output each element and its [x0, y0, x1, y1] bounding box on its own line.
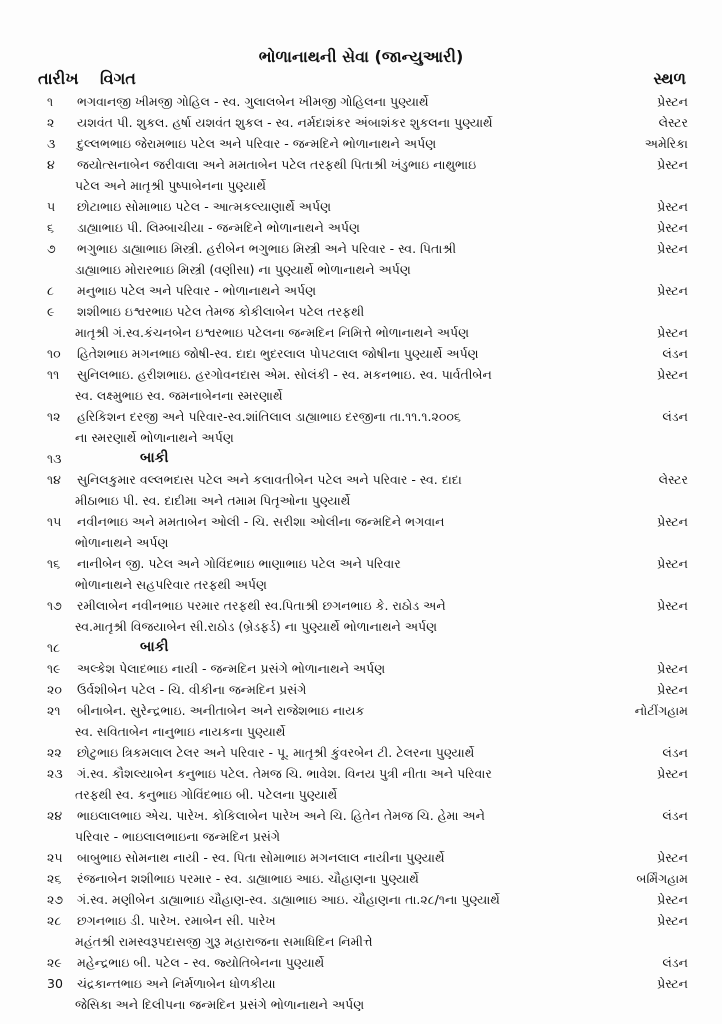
entry-description-continued: માતૃશ્રી ગં.સ્વ.કંચનબેન ઇશ્વરભાઇ પટેલના જન્મદિન નિમિત્તે ભોળાનાથને અર્પણ	[75, 325, 470, 340]
entry-line	[0, 910, 722, 931]
list-item	[0, 301, 722, 343]
entry-description-continued: મીઠાભાઇ પી. સ્વ. દાદીમા અને તમામ પિતૃઓના પુણ્યાર્થે	[75, 493, 351, 508]
list-item	[0, 847, 722, 868]
list-item	[0, 742, 722, 763]
entry-place: પ્રેસ્ટન	[657, 220, 688, 235]
entry-line	[0, 154, 722, 175]
entry-line	[0, 427, 722, 448]
entry-line	[0, 406, 722, 427]
entry-line	[0, 763, 722, 784]
entry-date-number: ૩	[47, 136, 56, 151]
entry-description: છોટુભાઇ ત્રિકમલાલ ટેલર અને પરિવાર - પૂ. માતૃશ્રી કુંવરબેન ટી. ટેલરના પુણ્યાર્થે	[77, 745, 475, 760]
entry-place: પ્રેસ્ટન	[657, 850, 688, 865]
entry-place: પ્રેસ્ટન	[657, 892, 688, 907]
entry-place: અમેરિકા	[644, 136, 688, 151]
entry-description-continued: પટેલ અને માતૃશ્રી પુષ્પાબેનના પુણ્યાર્થે	[75, 178, 266, 193]
entry-description: મનુભાઇ પટેલ અને પરિવાર - ભોળાનાથને અર્પણ	[77, 283, 317, 298]
list-item	[0, 679, 722, 700]
entry-line	[0, 973, 722, 994]
entry-place: લેસ્ટર	[658, 472, 688, 487]
entry-date-number: ૨૧	[47, 703, 61, 718]
entry-line	[0, 322, 722, 343]
entry-place: પ્રેસ્ટન	[657, 976, 688, 991]
entry-description-continued: ભોળાનાથને અર્પણ	[75, 535, 169, 550]
entry-description: ભગુભાઇ ડાહ્યાભાઇ મિસ્ત્રી. હરીબેન ભગુભાઇ મિસ્ત્રી અને પરિવાર - સ્વ. પિતાશ્રી	[77, 241, 457, 256]
list-item	[0, 910, 722, 952]
list-item	[0, 280, 722, 301]
entry-description: બીનાબેન. સુરેન્દ્રભાઇ. અનીતાબેન અને રાજેશભાઇ નાયક	[77, 703, 365, 718]
entry-date-number: ૨૯	[47, 955, 62, 970]
entry-place: પ્રેસ્ટન	[657, 241, 688, 256]
list-item	[0, 343, 722, 364]
entry-line	[0, 889, 722, 910]
page-title: ભોળાનાથની સેવા (જાન્યુઆરી)	[258, 47, 464, 66]
entry-description: શશીભાઇ ઇશ્વરભાઇ પટેલ તેમજ કોકીલાબેન પટેલ તરફથી	[77, 304, 365, 319]
entry-line	[0, 742, 722, 763]
entry-date-number: ૧૧	[47, 367, 60, 382]
entry-line	[0, 448, 722, 469]
list-item	[0, 658, 722, 679]
entry-description: ચંદ્રકાન્તભાઇ અને નિર્મળાબેન ધોળકીયા	[77, 976, 276, 991]
entry-line	[0, 343, 722, 364]
entry-date-number: 30	[47, 976, 63, 991]
list-item-pending	[0, 637, 722, 658]
entry-description-continued: પરિવાર - ભાઇલાલભાઇના જન્મદિન પ્રસંગે	[75, 829, 281, 844]
entry-line	[0, 490, 722, 511]
entry-date-number: ૧૫	[47, 514, 62, 529]
seva-list	[0, 91, 722, 1015]
entry-place: પ્રેસ્ટન	[657, 661, 688, 676]
entry-description: છગનભાઇ ડી. પારેખ. રમાબેન સી. પારેખ	[77, 913, 276, 928]
list-item	[0, 805, 722, 847]
entry-date-number: ૨૩	[47, 766, 63, 781]
entry-line	[0, 469, 722, 490]
entry-line	[0, 511, 722, 532]
entry-date-number: ૯	[47, 304, 55, 319]
column-header-place: સ્થળ	[653, 69, 686, 88]
entry-description: ઉર્વશીબેન પટેલ - ચિ. વીકીના જન્મદિન પ્રસંગે	[77, 682, 307, 697]
entry-line	[0, 994, 722, 1015]
entry-date-number: ૮	[47, 283, 54, 298]
entry-description: બાકી	[140, 450, 169, 466]
entry-line	[0, 784, 722, 805]
entry-line	[0, 574, 722, 595]
entry-place: પ્રેસ્ટન	[657, 514, 688, 529]
entry-line	[0, 385, 722, 406]
entry-place: નોટીંગહામ	[634, 703, 688, 718]
entry-date-number: ૧૨	[47, 409, 61, 424]
list-item	[0, 154, 722, 196]
list-item	[0, 952, 722, 973]
entry-date-number: ૧૮	[47, 640, 61, 655]
entry-line	[0, 931, 722, 952]
list-item	[0, 763, 722, 805]
entry-place: લંડન	[662, 808, 688, 823]
list-item	[0, 238, 722, 280]
entry-date-number: ૨૫	[47, 850, 63, 865]
entry-line	[0, 805, 722, 826]
entry-date-number: ૨૮	[47, 913, 62, 928]
entry-line	[0, 133, 722, 154]
entry-description: રમીલાબેન નવીનભાઇ પરમાર તરફથી સ્વ.પિતાશ્રી છગનભાઇ કે. રાઠોડ અને	[77, 598, 446, 613]
entry-description-continued: સ્વ. લક્ષ્મુભાઇ સ્વ. જમનાબેનના સ્મરણાર્થે	[75, 388, 283, 403]
list-item	[0, 364, 722, 406]
entry-line	[0, 364, 722, 385]
entry-line	[0, 175, 722, 196]
entry-place: પ્રેસ્ટન	[657, 598, 688, 613]
entry-line	[0, 238, 722, 259]
list-item	[0, 133, 722, 154]
entry-description: રંજનાબેન શશીભાઇ પરમાર - સ્વ. ડાહ્યાભાઇ આઇ. ચૌહાણના પુણ્યાર્થે	[77, 871, 419, 886]
entry-place: પ્રેસ્ટન	[657, 157, 688, 172]
list-item	[0, 553, 722, 595]
entry-description: બાકી	[140, 639, 169, 655]
entry-description: હિતેશભાઇ મગનભાઇ જોષી-સ્વ. દાદા ભુદરલાલ પોપટલાલ જોષીના પુણ્યાર્થે અર્પણ	[77, 346, 479, 361]
list-item	[0, 700, 722, 742]
entry-line	[0, 112, 722, 133]
entry-place: પ્રેસ્ટન	[657, 766, 688, 781]
entry-place: પ્રેસ્ટન	[657, 325, 688, 340]
list-item-pending	[0, 448, 722, 469]
entry-place: લંડન	[662, 745, 688, 760]
entry-line	[0, 679, 722, 700]
entry-line	[0, 91, 722, 112]
entry-date-number: ૧૩	[47, 451, 62, 466]
entry-description: દુલ્લભભાઇ જેરામભાઇ પટેલ અને પરિવાર - જન્મદિને ભોળાનાથને અર્પણ	[77, 136, 437, 151]
entry-description-continued: ભોળાનાથને સહપરિવાર તરફથી અર્પણ	[75, 577, 267, 592]
entry-place: પ્રેસ્ટન	[657, 556, 688, 571]
entry-line	[0, 952, 722, 973]
entry-date-number: ૧૪	[47, 472, 61, 487]
entry-date-number: ૨૪	[47, 808, 63, 823]
entry-line	[0, 217, 722, 238]
entry-date-number: ૧૭	[47, 598, 62, 613]
entry-description: ભાઇલાલભાઇ એચ. પારેખ. કોકિલાબેન પારેખ અને ચિ. હિતેન તેમજ ચિ. હેમા અને	[77, 808, 485, 823]
entry-place: બર્મિંગહામ	[636, 871, 688, 886]
entry-description-continued: સ્વ. સવિતાબેન નાનુભાઇ નાયકના પુણ્યાર્થે	[75, 724, 286, 739]
entry-description: સુનિલભાઇ. હરીશભાઇ. હરગોવનદાસ એમ. સોલંકી - સ્વ. મકનભાઇ. સ્વ. પાર્વતીબેન	[77, 367, 492, 382]
list-item	[0, 406, 722, 448]
entry-date-number: ૨૭	[47, 892, 64, 907]
entry-description: મહેન્દ્રભાઇ બી. પટેલ - સ્વ. જ્યોતિબેનના પુણ્યાર્થે	[77, 955, 325, 970]
entry-place: પ્રેસ્ટન	[657, 283, 688, 298]
entry-date-number: ૨૬	[47, 871, 62, 886]
entry-description: સુનિલકુમાર વલ્લભદાસ પટેલ અને કલાવતીબેન પટેલ અને પરિવાર - સ્વ. દાદા	[77, 472, 462, 487]
entry-date-number: ૨	[47, 115, 55, 130]
entry-description: હરિકિશન દરજી અને પરિવાર-સ્વ.શાંતિલાલ ડાહ્યાભાઇ દરજીના તા.૧૧.૧.૨૦૦૬	[77, 409, 461, 424]
column-header-date: તારીખ	[38, 69, 79, 88]
list-item	[0, 868, 722, 889]
entry-line	[0, 721, 722, 742]
entry-line	[0, 616, 722, 637]
entry-description-continued: ડાહ્યાભાઇ મોરારભાઇ મિસ્ત્રી (વણીસા) ના પુણ્યાર્થે ભોળાનાથને અર્પણ	[75, 262, 411, 277]
entry-description: ડાહ્યાભાઇ પી. લિમ્બાચીયા - જન્મદિને ભોળાનાથને અર્પણ	[77, 220, 360, 235]
entry-place: પ્રેસ્ટન	[657, 367, 688, 382]
entry-line	[0, 847, 722, 868]
entry-description-continued: સ્વ.માતૃશ્રી વિજયાબેન સી.રાઠોડ (બ્રેડફર્ડ) ના પુણ્યાર્થે ભોળાનાથને અર્પણ	[75, 619, 438, 634]
entry-description: યશવંત પી. શુકલ. હર્ષા યશવંત શુકલ - સ્વ. નર્મદાશંકર અંબાશંકર શુકલના પુણ્યાર્થે	[77, 115, 493, 130]
entry-description-continued: મહંતશ્રી રામસ્વરૂપદાસજી ગુરૂ મહારાજના સમાધિદિન નિમીત્તે	[75, 934, 373, 949]
list-item	[0, 973, 722, 1015]
entry-description: જયોત્સનાબેન જરીવાલા અને મમતાબેન પટેલ તરફથી પિતાશ્રી ખંડુભાઇ નાથુભાઇ	[77, 157, 477, 172]
entry-line	[0, 280, 722, 301]
entry-place: લંડન	[662, 346, 688, 361]
entry-description: બાબુભાઇ સોમનાથ નાયી - સ્વ. પિતા સોમાભાઇ મગનલાલ નાયીના પુણ્યાર્થે	[77, 850, 445, 865]
entry-place: પ્રેસ્ટન	[657, 94, 688, 109]
entry-date-number: ૭	[47, 241, 56, 256]
entry-line	[0, 259, 722, 280]
entry-place: પ્રેસ્ટન	[657, 913, 688, 928]
entry-description-continued: તરફથી સ્વ. કનુભાઇ ગોવિંદભાઇ બી. પટેલના પુણ્યાર્થે	[75, 787, 338, 802]
entry-description: ગં.સ્વ. કૌશલ્યાબેન કનુભાઇ પટેલ. તેમજ ચિ. ભાવેશ. વિનય પુત્રી નીતા અને પરિવાર	[77, 766, 492, 781]
entry-place: લેસ્ટર	[658, 115, 688, 130]
entry-place: લંડન	[662, 955, 688, 970]
entry-line	[0, 595, 722, 616]
entry-line	[0, 532, 722, 553]
entry-line	[0, 700, 722, 721]
entry-date-number: ૨૦	[47, 682, 62, 697]
list-item	[0, 91, 722, 112]
entry-date-number: ૧૯	[47, 661, 61, 676]
list-item	[0, 196, 722, 217]
list-item	[0, 889, 722, 910]
entry-place: પ્રેસ્ટન	[657, 199, 688, 214]
entry-place: લંડન	[662, 409, 688, 424]
entry-line	[0, 868, 722, 889]
entry-description: નવીનભાઇ અને મમતાબેન ઓલી - ચિ. સરીશા ઓલીના જન્મદિને ભગવાન	[77, 514, 445, 529]
list-item	[0, 112, 722, 133]
entry-date-number: ૨૨	[47, 745, 62, 760]
entry-date-number: ૫	[47, 199, 56, 214]
entry-line	[0, 553, 722, 574]
entry-description-continued: જેસિકા અને દિલીપના જન્મદિન પ્રસંગે ભોળાનાથને અર્પણ	[75, 997, 365, 1012]
column-header-detail: વિગત	[100, 69, 136, 88]
entry-line	[0, 637, 722, 658]
list-item	[0, 217, 722, 238]
entry-description: છોટાભાઇ સોમાભાઇ પટેલ - આત્મકલ્યાણાર્થે અર્પણ	[77, 199, 332, 214]
entry-date-number: ૧	[47, 94, 54, 109]
list-item	[0, 469, 722, 511]
entry-date-number: ૬	[47, 220, 55, 235]
entry-description: ગં.સ્વ. મણીબેન ડાહ્યાભાઇ ચૌહાણ-સ્વ. ડાહ્યાભાઇ આઇ. ચૌહાણના તા.૨૮/૧ના પુણ્યાર્થે	[77, 892, 500, 907]
entry-line	[0, 301, 722, 322]
list-item	[0, 511, 722, 553]
entry-date-number: ૪	[47, 157, 55, 172]
entry-date-number: ૧૦	[47, 346, 61, 361]
entry-description: નાનીબેન જી. પટેલ અને ગોવિંદભાઇ ભાણાભાઇ પટેલ અને પરિવાર	[77, 556, 401, 571]
entry-place: પ્રેસ્ટન	[657, 682, 688, 697]
entry-date-number: ૧૬	[47, 556, 61, 571]
entry-line	[0, 658, 722, 679]
entry-line	[0, 196, 722, 217]
list-item	[0, 595, 722, 637]
entry-description-continued: ના સ્મરણાર્થે ભોળાનાથને અર્પણ	[75, 430, 234, 445]
entry-line	[0, 826, 722, 847]
entry-description: અલ્કેશ પેલાદભાઇ નાયી - જન્મદિન પ્રસંગે ભોળાનાથને અર્પણ	[77, 661, 386, 676]
entry-description: ભગવાનજી ખીમજી ગોહિલ - સ્વ. ગુલાલબેન ખીમજી ગોહિલના પુણ્યાર્થે	[77, 94, 429, 109]
